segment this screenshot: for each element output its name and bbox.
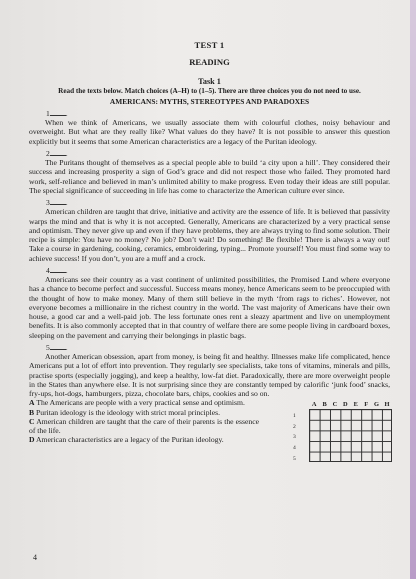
choice-item: A The Americans are people with a very practical sense and optimism.: [29, 398, 245, 408]
task-title: Task 1: [198, 77, 221, 86]
answer-grid: [287, 400, 397, 464]
paragraph-block: [29, 197, 390, 263]
paragraph-number: 5 .: [46, 342, 68, 352]
choices-list: [29, 398, 259, 444]
answer-blank[interactable]: [50, 108, 66, 116]
grid-row-label: 4: [293, 445, 296, 452]
paragraph-number: 1 .: [46, 109, 68, 118]
paragraph-block: [29, 265, 390, 340]
paragraph-block: [29, 342, 390, 398]
answer-blank[interactable]: [50, 342, 66, 350]
grid-row-labels: [287, 409, 309, 464]
answer-blank[interactable]: [50, 265, 66, 273]
paragraph-block: [29, 108, 390, 146]
grid-col-label: D: [343, 401, 348, 409]
page-edge-shadow: [410, 0, 416, 579]
paragraph-text: The Puritans thought of themselves as a special people able to build ‘a city upon a hill’. They considered their success and increasing prosperity a sign of God’s grace and did not respect those who failed. They promoted hard work, self-reliance and believed in man’s unlimited ability to make progress. Even today their ideas are still popular. The special significance of succeeding in life has come to characterize the American culture ever since.: [29, 158, 390, 195]
text-heading: AMERICANS: MYTHS, STEREOTYPES AND PARADOXES: [109, 97, 310, 106]
choice-item: B Puritan ideology is the ideology with strict moral principles.: [29, 407, 221, 417]
grid-col-label: F: [364, 401, 369, 409]
paragraph-text: Another American obsession, apart from money, is being fit and healthy. Illnesses make life complicated, hence Americans put a lot of effort into prevention. They regularly see specialists, take tons of vitamins, minerals and pills, practise sports (especially jogging), and keep a healthy, low-fat diet. Paradoxically, there are more overweight people in the States than anywhere else. It is not surprising since they are constantly temped by calorific ‘junk food’ snacks, fry-ups, hot-dogs, hamburgers, pizza, chocolate bars, chips, cookies and so on.: [29, 352, 390, 399]
grid-row-label: 1: [293, 413, 296, 420]
choice-item: C American children are taught that the care of their parents is the essence of the life.: [29, 416, 259, 436]
grid-row-label: 3: [293, 434, 296, 441]
grid-body: [287, 409, 397, 464]
test-title: TEST 1: [194, 40, 225, 50]
grid-col-label: E: [353, 401, 358, 409]
grid-row-label: 2: [293, 423, 296, 430]
paragraph-text: American children are taught that drive, initiative and activity are the essence of life. It is believed that passivity warps the mind and that is why it is not accepted. Generally, Americans are characterized by a very practical sense and optimism. They never give up and even if they have problems, they are always trying to find some solution. Their recipe is simple: You have no money? No job? Don’t wait! Do something! Be flexible! There is always a way out! Take a course in gardening, cooking, ceramics, embroidering, typing... Promote yourself! You must find some way to achieve success! If you don’t, you are a muff and a crock.: [29, 207, 390, 263]
grid-row-label: 5: [293, 455, 296, 462]
paragraph-number: 4 .: [46, 265, 68, 275]
grid-col-label: A: [311, 401, 317, 409]
paragraph-text: When we think of Americans, we usually associate them with colourful clothes, noisy behaviour and overweight. But what are they really like? What values do they have? It is not possible to answer this question explicitly but it seems that some American characteristics are a legacy of the Puritan ideology.: [29, 118, 390, 146]
answer-blank[interactable]: [50, 148, 66, 156]
grid-column-headers: [309, 400, 397, 409]
page-number: 4: [33, 553, 37, 562]
task-instruction: Read the texts below. Match choices (A–H) to (1–5). There are three choices you do not need to use.: [58, 87, 361, 95]
paragraph-number: 3 .: [46, 198, 68, 208]
answer-blank[interactable]: [50, 197, 66, 205]
paragraph-text: Americans see their country as a vast continent of unlimited possibilities, the Promised Land where everyone has a chance to become perfect and successful. Success means money, hence Americans seem to be preoccupied with the thought of how to make money. Many of them still believe in the myth ‘from rags to riches’. However, not everyone becomes a millionaire in the richest country in the world. The vast majority of Americans have their own house, a good car and a well-paid job. The less fortunate ones rent a sleazy apartment and live on unemployment benefits. It is also commonly accepted that in that country of welfare there are some people living in cardboard boxes, sleeping on the pavement and carrying their belongings in plastic bags.: [29, 275, 390, 340]
choices-section: [29, 398, 390, 508]
answer-grid-cells[interactable]: [309, 409, 392, 462]
grid-col-label: B: [322, 401, 327, 409]
grid-col-label: H: [384, 401, 390, 409]
choice-item: D American characteristics are a legacy of the Puritan ideology.: [29, 435, 224, 445]
grid-col-label: C: [332, 401, 338, 409]
paragraph-number: 2 .: [46, 148, 68, 158]
grid-col-label: G: [374, 401, 380, 409]
section-title: READING: [189, 57, 230, 67]
paragraph-block: [29, 148, 390, 195]
